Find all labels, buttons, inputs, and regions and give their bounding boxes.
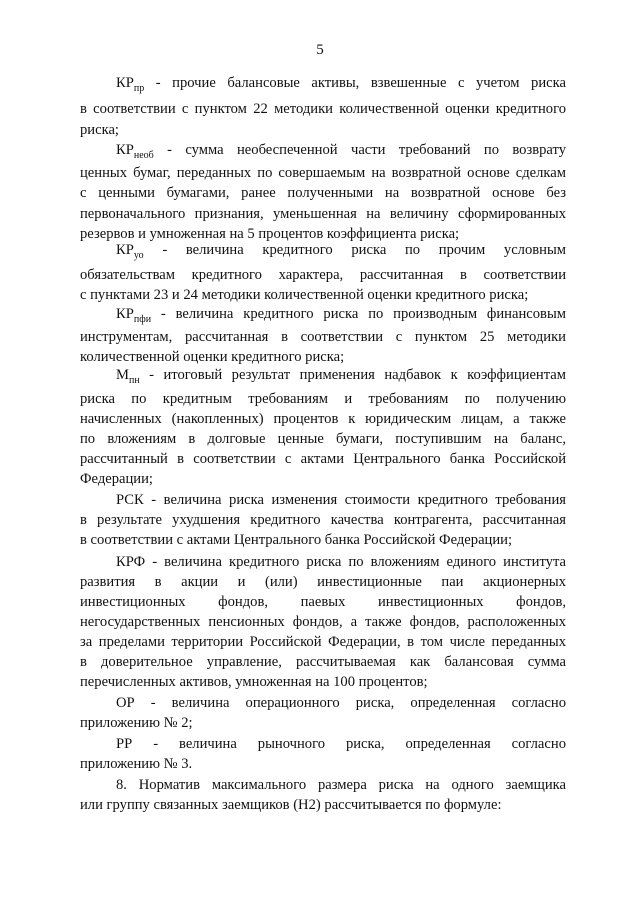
text-line: начисленных (накопленных) процентов к юридическим лицам, а также — [80, 411, 566, 427]
text-line: - сумма необеспеченной части требований по возврату — [153, 142, 566, 158]
text-line: - итоговый результат применения надбавок к коэффициентам — [139, 367, 566, 383]
symbol: КР — [116, 75, 134, 91]
text-line: первоначального признания, уменьшенная на величину сформированных — [80, 206, 566, 222]
text-line: негосударственных пенсионных фондов, а также фондов, расположенных — [80, 614, 566, 630]
symbol-subscript: уо — [133, 250, 144, 261]
text-line: в доверительное управление, рассчитываемая как балансовая сумма — [80, 654, 566, 670]
text-line: ценных бумаг, переданных по совершаемым на возвратной основе сделкам — [80, 165, 566, 181]
text-line: Федерации; — [80, 471, 153, 487]
text-line: инструментам, рассчитанная в соответствии с пунктом 25 методики — [80, 329, 566, 345]
text-line: в соответствии с актами Центрального банка Российской Федерации; — [80, 532, 513, 548]
definition-kr-neob — [116, 140, 566, 160]
text-line: резервов и умноженная на 5 процентов коэффициента риска; — [80, 226, 460, 242]
symbol: КР — [116, 306, 134, 322]
symbol-subscript: пр — [133, 83, 145, 94]
text-line: в соответствии с пунктом 22 методики количественной оценки кредитного — [80, 101, 566, 117]
text-line: с пунктами 23 и 24 методики количественной оценки кредитного риска; — [80, 287, 529, 303]
text-line: или группу связанных заемщиков (Н2) рассчитывается по формуле: — [80, 797, 502, 813]
text-line: инвестиционных фондов, паевых инвестиционных фондов, — [80, 594, 566, 610]
text-line: приложению № 3. — [80, 756, 193, 772]
text-line: - величина кредитного риска по прочим условным — [143, 242, 566, 258]
text-line: - величина кредитного риска по производным финансовым — [151, 306, 566, 322]
text-line: риска по кредитным требованиям и требованиям по получению — [80, 391, 566, 407]
symbol: КР — [116, 242, 134, 258]
text-line: в результате ухудшения кредитного качества контрагента, рассчитанная — [80, 512, 566, 528]
text-line: по вложениям в долговые ценные бумаги, поступившим на баланс, — [80, 431, 566, 447]
text-line: - прочие балансовые активы, взвешенные с учетом риска — [144, 75, 566, 91]
definition-kr-uo — [116, 240, 566, 260]
symbol-subscript: пфи — [133, 314, 152, 325]
definition-kr-pr — [116, 73, 566, 93]
clause-8: 8. Норматив максимального размера риска на одного заемщика — [116, 777, 566, 793]
text-line: с ценными бумагами, ранее полученными на возвратной основе без — [80, 185, 566, 201]
definition-rsk: РСК - величина риска изменения стоимости кредитного требования — [116, 492, 566, 508]
symbol: КР — [116, 142, 134, 158]
text-line: рассчитанный в соответствии с актами Центрального банка Российской — [80, 451, 566, 467]
text-line: развития в акции и (или) инвестиционные паи акционерных — [80, 574, 566, 590]
text-line: приложению № 2; — [80, 715, 193, 731]
symbol-subscript: пн — [128, 375, 140, 386]
definition-m-pn — [116, 365, 566, 385]
definition-or: ОР - величина операционного риска, определенная согласно — [116, 695, 566, 711]
page-number: 5 — [316, 42, 324, 58]
text-line: обязательствам кредитного характера, рассчитанная в соответствии — [80, 267, 566, 283]
symbol: М — [116, 367, 129, 383]
definition-kr-pfi — [116, 304, 566, 324]
text-line: перечисленных активов, умноженная на 100 процентов; — [80, 674, 428, 690]
definition-krf: КРФ - величина кредитного риска по вложениям единого института — [116, 554, 566, 570]
symbol-subscript: необ — [133, 150, 154, 161]
text-line: риска; — [80, 122, 119, 138]
definition-rr: РР - величина рыночного риска, определенная согласно — [116, 736, 566, 752]
text-line: за пределами территории Российской Федерации, в том числе переданных — [80, 634, 566, 650]
text-line: количественной оценки кредитного риска; — [80, 349, 345, 365]
